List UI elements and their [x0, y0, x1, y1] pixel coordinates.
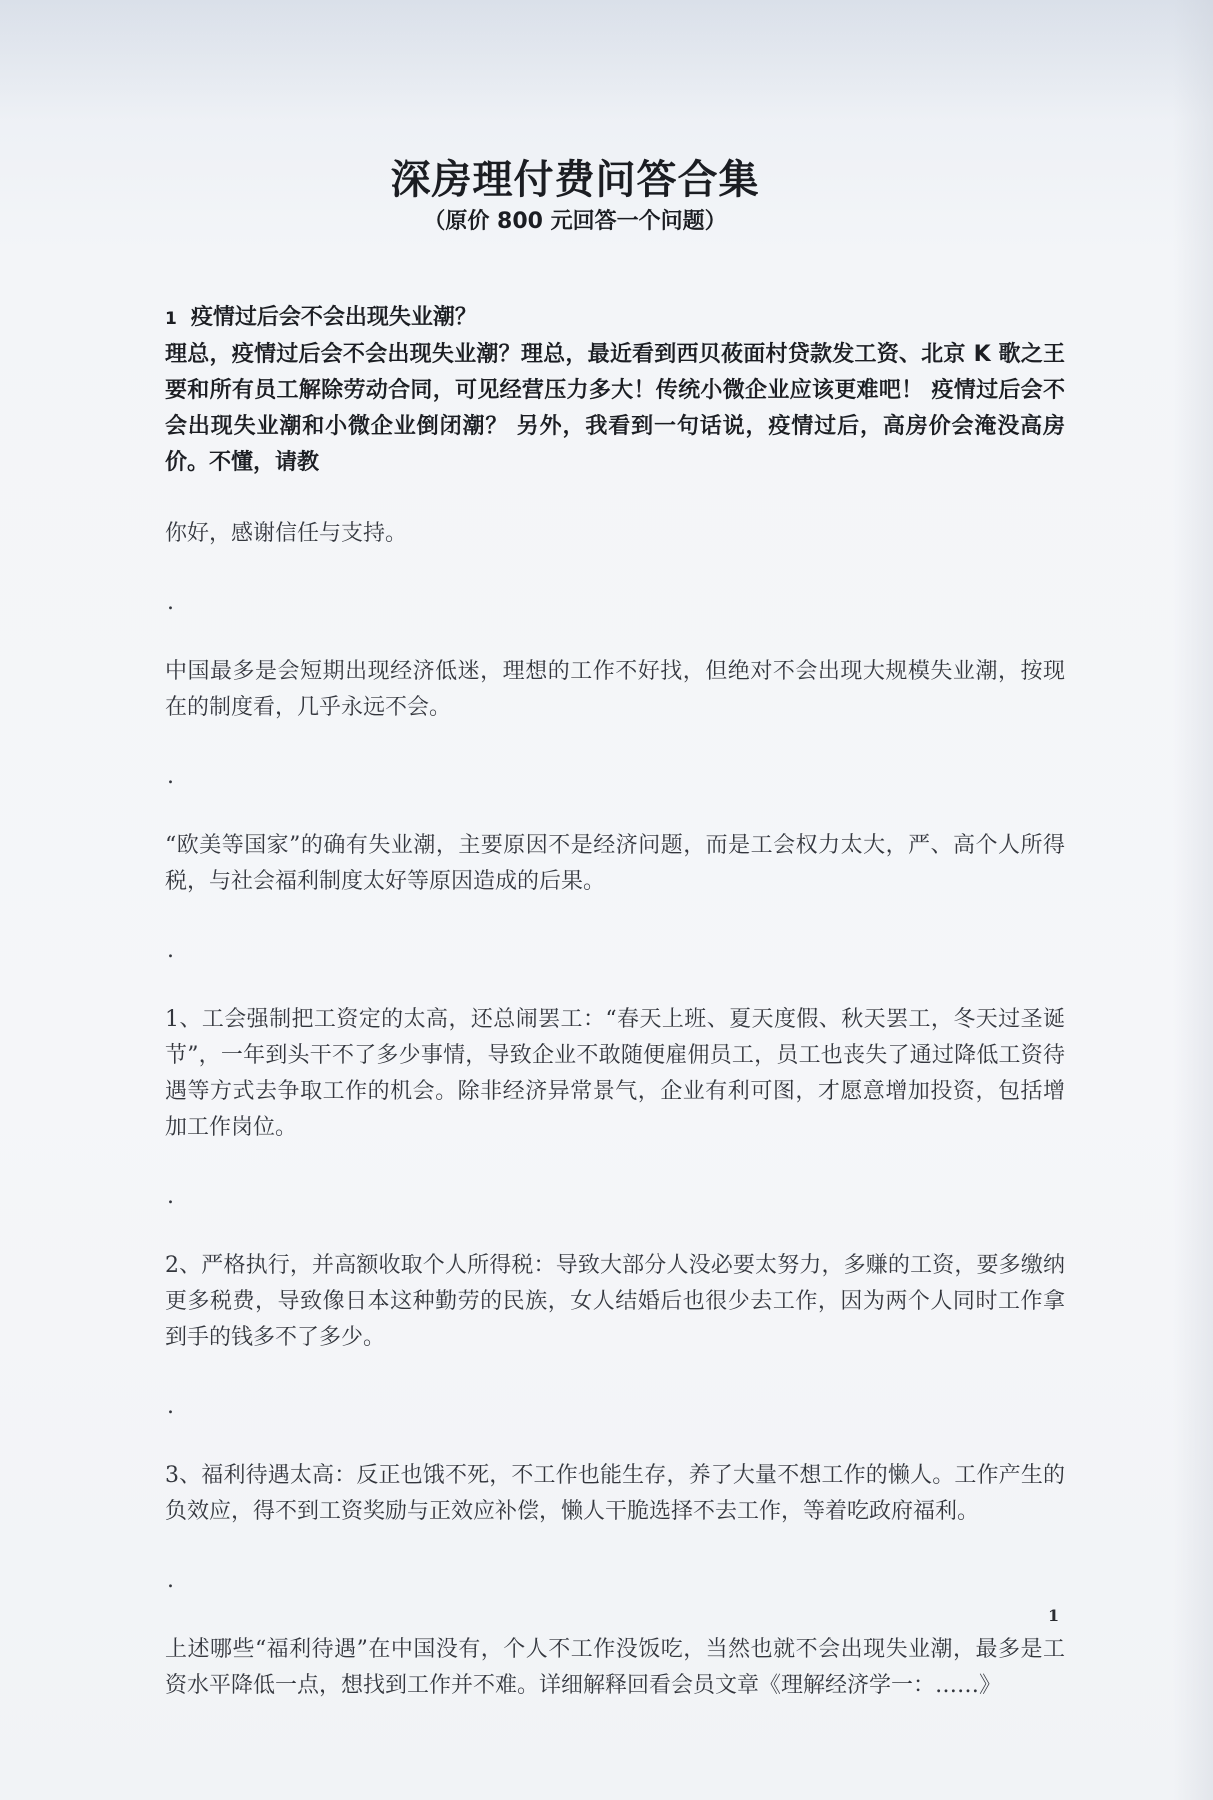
spacer [165, 1215, 1065, 1248]
question-heading [165, 300, 1065, 337]
document-title: 深房理付费问答合集 [390, 157, 760, 203]
separator-dot: . [167, 764, 174, 789]
separator-dot: . [167, 938, 174, 963]
answer-greeting: 你好，感谢信任与支持。 [165, 521, 408, 546]
spacer [165, 1356, 1065, 1389]
question-heading-text: 疫情过后会不会出现失业潮？ [190, 305, 477, 330]
scan-shadow-right [1173, 0, 1213, 1800]
document-body [165, 300, 1065, 1704]
answer-paragraph: 中国最多是会短期出现经济低迷，理想的工作不好找，但绝对不会出现大规模失业潮，按现在的制度看，几乎永远不会。 [165, 659, 1065, 720]
answer-paragraph: 2、严格执行，并高额收取个人所得税：导致大部分人没必要太努力，多赚的工资，要多缴纳更多税费，导致像日本这种勤劳的民族，女人结婚后也很少去工作，因为两个人同时工作拿到手的钱多不了多少。 [165, 1253, 1065, 1350]
spacer [165, 1530, 1065, 1563]
spacer [165, 795, 1065, 828]
spacer [165, 969, 1065, 1002]
question-number: 1 [165, 309, 177, 329]
separator-dot: . [167, 1394, 174, 1419]
spacer [165, 726, 1065, 759]
separator-dot: . [167, 590, 174, 615]
separator-dot: . [167, 1184, 174, 1209]
separator-dot: . [167, 1568, 174, 1593]
page-number: 1 [1048, 1606, 1060, 1625]
scan-shadow-top [0, 0, 1213, 120]
answer-paragraph: 上述哪些“福利待遇”在中国没有，个人不工作没饭吃，当然也就不会出现失业潮，最多是工资水平降低一点，想找到工作并不难。详细解释回看会员文章《理解经济学一：……》 [165, 1637, 1065, 1698]
answer-paragraph: “欧美等国家”的确有失业潮，主要原因不是经济问题，而是工会权力太大，严、高个人所得税，与社会福利制度太好等原因造成的后果。 [165, 833, 1065, 894]
spacer [165, 900, 1065, 933]
spacer [165, 621, 1065, 654]
spacer [165, 1146, 1065, 1179]
spacer [165, 1425, 1065, 1458]
spacer [165, 552, 1065, 585]
spacer [165, 481, 1065, 516]
document-subtitle: （原价 800 元回答一个问题） [423, 209, 727, 234]
answer-paragraph: 3、福利待遇太高：反正也饿不死，不工作也能生存，养了大量不想工作的懒人。工作产生的负效应，得不到工资奖励与正效应补偿，懒人干脆选择不去工作，等着吃政府福利。 [165, 1463, 1065, 1524]
question-body: 理总，疫情过后会不会出现失业潮？理总，最近看到西贝莜面村贷款发工资、北京 K 歌之王要和所有员工解除劳动合同，可见经营压力多大！传统小微企业应该更难吧！ 疫情过后会不会出现失业潮和小微企业倒闭潮？ 另外，我看到一句话说，疫情过后，高房价会淹没高房价。不懂，请教 [165, 342, 1065, 475]
answer-paragraph: 1、工会强制把工资定的太高，还总闹罢工：“春天上班、夏天度假、秋天罢工，冬天过圣诞节”，一年到头干不了多少事情，导致企业不敢随便雇佣员工，员工也丧失了通过降低工资待遇等方式去争取工作的机会。除非经济异常景气，企业有利可图，才愿意增加投资，包括增加工作岗位。 [165, 1007, 1065, 1140]
spacer [165, 1599, 1065, 1632]
